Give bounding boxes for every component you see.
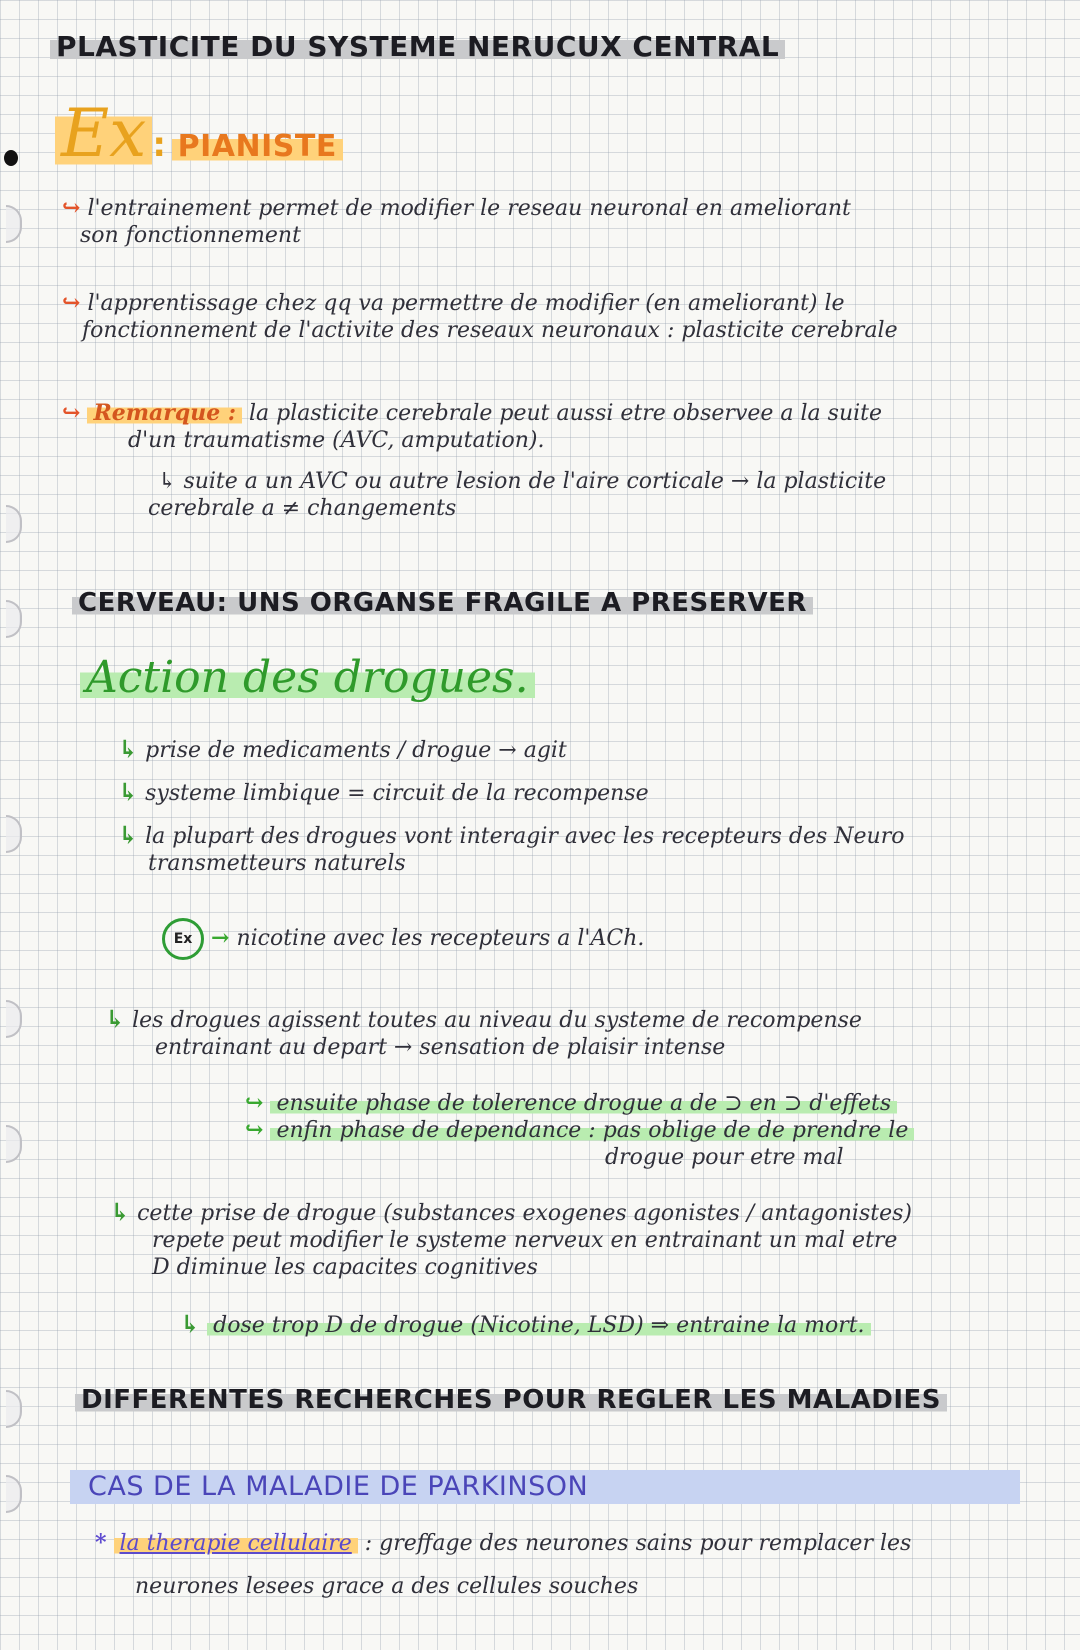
phase-dependence-continuation: drogue pour etre mal <box>605 1145 844 1170</box>
hook-arrow-icon: ↳ <box>118 734 139 763</box>
drugs-phases <box>245 1090 1045 1171</box>
list-item-text: les drogues agissent toutes au niveau du systeme de recompense <box>132 1008 862 1033</box>
hook-arrow-icon: ↳ <box>180 1309 201 1338</box>
list-item <box>118 778 1068 807</box>
example-label: PIANISTE <box>172 129 343 164</box>
drugs-overdose-item <box>180 1310 1030 1339</box>
text-line: fonctionnement de l'activite des reseaux neuronaux : plasticite cerebrale <box>82 318 898 343</box>
text-line: suite a un AVC ou autre lesion de l'aire corticale → la plasticite <box>183 469 887 494</box>
text-line: cerebrale a ≠ changements <box>148 496 457 521</box>
phase-tolerance-text: ensuite phase de tolerence drogue a de ⊃ en ⊃ d'effets <box>270 1091 897 1116</box>
drugs-list <box>118 735 1068 877</box>
section-heading-research <box>75 1385 947 1415</box>
arrow-icon: → <box>211 925 230 951</box>
text-line: son fonctionnement <box>80 223 301 248</box>
section-heading-brain <box>72 588 813 618</box>
list-item-continuation: entrainant au depart → sensation de plaisir intense <box>155 1035 726 1060</box>
arrow-icon: ↪ <box>62 400 81 426</box>
example-nicotine <box>162 918 644 960</box>
drugs-title <box>80 652 535 703</box>
hook-arrow-icon: ↳ <box>158 469 177 494</box>
binder-hole <box>6 1000 22 1038</box>
ink-dot <box>4 150 18 166</box>
text-line: la plasticite cerebrale peut aussi etre observee a la suite <box>249 401 883 426</box>
therapy-label: la therapie cellulaire <box>114 1531 358 1556</box>
binder-hole <box>6 815 22 853</box>
list-item <box>118 735 1068 764</box>
section-heading-text: CERVEAU: UNS ORGANSE FRAGILE A PRESERVER <box>72 588 813 618</box>
binder-hole <box>6 600 22 638</box>
list-item-text: dose trop D de drogue (Nicotine, LSD) ⇒ entraine la mort. <box>207 1313 870 1338</box>
example-text: nicotine avec les recepteurs a l'ACh. <box>236 926 645 951</box>
drugs-repeat-item <box>110 1198 1070 1281</box>
drugs-title-text: Action des drogues. <box>80 652 535 703</box>
therapy-text: : greffage des neurones sains pour remplacer les <box>364 1531 912 1556</box>
example-circle-badge: Ex <box>162 918 204 960</box>
binder-hole <box>6 205 22 243</box>
text-line: l'entrainement permet de modifier le reseau neuronal en ameliorant <box>87 196 851 221</box>
phase-dependence-text: enfin phase de dependance : pas oblige de de prendre le <box>270 1118 914 1143</box>
text-line: l'apprentissage chez qq va permettre de modifier (en ameliorant) le <box>87 291 845 316</box>
example-colon: : <box>152 125 167 165</box>
list-item-continuation: transmetteurs naturels <box>148 851 406 876</box>
section-heading-text: DIFFERENTES RECHERCHES POUR REGLER LES MALADIES <box>75 1385 947 1415</box>
binder-hole <box>6 505 22 543</box>
hook-arrow-icon: ↳ <box>118 777 139 806</box>
page-title <box>50 30 785 63</box>
list-item <box>118 821 1068 850</box>
paragraph-training <box>62 195 1052 249</box>
hook-arrow-icon: ↳ <box>110 1197 131 1226</box>
therapy-block <box>95 1530 1065 1600</box>
list-item-text: prise de medicaments / drogue → agit <box>145 738 567 763</box>
remark-block <box>62 400 1052 522</box>
hook-arrow-icon: ↳ <box>118 820 139 849</box>
example-pianiste <box>55 95 343 172</box>
parkinson-heading-text: CAS DE LA MALADIE DE PARKINSON <box>88 1471 589 1502</box>
parkinson-heading <box>70 1470 1020 1504</box>
binder-hole <box>6 1475 22 1513</box>
list-item-text: cette prise de drogue (substances exogenes agonistes / antagonistes) <box>137 1201 912 1226</box>
page-title-text: PLASTICITE DU SYSTEME NERUCUX CENTRAL <box>50 30 785 63</box>
therapy-text-continuation: neurones lesees grace a des cellules souches <box>135 1574 639 1599</box>
example-badge: Ex <box>55 95 152 172</box>
drugs-reward-item <box>105 1005 1065 1061</box>
text-line: d'un traumatisme (AVC, amputation). <box>128 428 545 453</box>
binder-hole <box>6 1125 22 1163</box>
list-item-continuation: repete peut modifier le systeme nerveux en entrainant un mal etre <box>152 1228 898 1253</box>
list-item-text: la plupart des drogues vont interagir avec les recepteurs des Neuro <box>145 824 905 849</box>
list-item-text: systeme limbique = circuit de la recompense <box>145 781 649 806</box>
list-item-continuation: D diminue les capacites cognitives <box>152 1255 538 1280</box>
hook-arrow-icon: ↳ <box>105 1004 126 1033</box>
arrow-icon: ↪ <box>245 1090 264 1116</box>
arrow-icon: ↪ <box>62 290 81 316</box>
paragraph-learning <box>62 290 1052 344</box>
arrow-icon: ↪ <box>245 1117 264 1143</box>
remark-label: Remarque : <box>87 400 242 426</box>
parkinson-highlight <box>70 1470 1020 1504</box>
binder-hole <box>6 1390 22 1428</box>
arrow-icon: ↪ <box>62 195 81 221</box>
asterisk-icon: * <box>95 1530 107 1556</box>
